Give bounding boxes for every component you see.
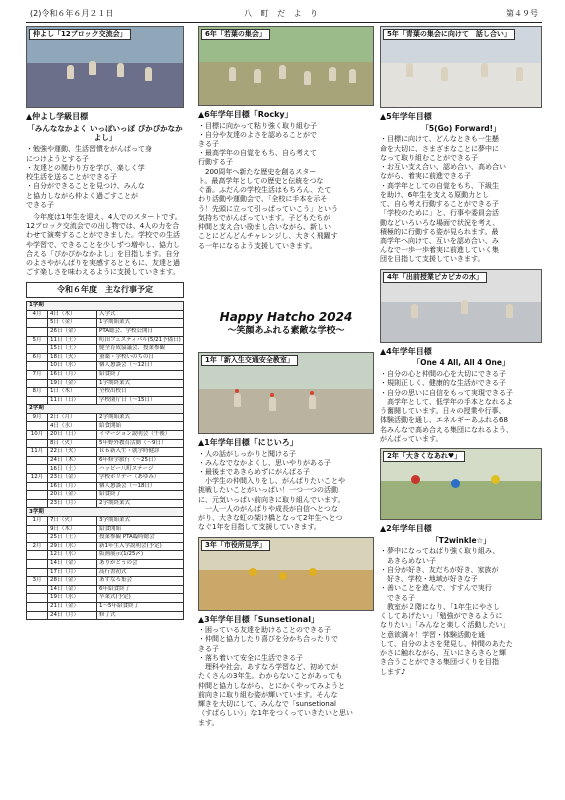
event-month bbox=[27, 594, 48, 603]
event-date: 19日（金） bbox=[48, 379, 97, 388]
photo-nakayoshi bbox=[26, 26, 184, 108]
event-name: 高行書初式 bbox=[97, 568, 184, 577]
goal-text: ・勉強や運動、生活習慣をがんばって身 につけようとする子 ・友達との関わり方を学び、楽しく学 校生活を送ることができる子 ・自分ができることを見つけ、みんな と協力しながら仲よく過ごすことが できる子 bbox=[26, 145, 152, 209]
event-row bbox=[27, 396, 184, 405]
event-name: 卒業式(予定) bbox=[97, 594, 184, 603]
event-month: 2月 bbox=[27, 542, 48, 551]
event-month: 3月 bbox=[27, 577, 48, 586]
event-date: 24日（木） bbox=[48, 456, 97, 465]
goal-motto: 「5(Go) Forward!」 bbox=[421, 123, 501, 133]
photo-grade5 bbox=[380, 26, 542, 108]
column-2 bbox=[198, 26, 374, 251]
event-name: 新1年生入学説明会(予定) bbox=[97, 542, 184, 551]
event-name: あすなろ集会 bbox=[97, 577, 184, 586]
event-date: 24日（月） bbox=[48, 611, 97, 620]
goal-text: ・自分の心と仲間の心を大切にできる子 ・規則正しく、健康的な生活ができる子 ・自分の思いに自信をもって実現できる子 高学年として、低学年の手本となれるよ う奮闘しています。日々の授業や行事、 体験活動を通し、エネルギーあふれる68 名みんなで高め合える集団になれるよう、 がんばっています。 bbox=[380, 370, 513, 443]
issue-number: 第４９号 bbox=[506, 9, 538, 18]
event-row bbox=[27, 474, 184, 483]
event-month: 7月 bbox=[27, 370, 48, 379]
event-date: 26日（金） bbox=[48, 327, 97, 336]
event-name: 1～5年給食終了 bbox=[97, 602, 184, 611]
event-row bbox=[27, 525, 184, 534]
event-month bbox=[27, 362, 48, 371]
column-2-lower bbox=[198, 352, 374, 728]
events-title: 令和６年度 主な行事予定 bbox=[26, 282, 184, 299]
event-date: 4日（木） bbox=[48, 310, 97, 319]
event-row bbox=[27, 482, 184, 491]
photo-label: 3年「市役所見学」 bbox=[201, 540, 270, 551]
goal-title: ▲2年学年目標 bbox=[380, 524, 432, 534]
event-row bbox=[27, 551, 184, 560]
photo-label: 6年「若葉の集会」 bbox=[201, 29, 270, 40]
event-name: PTA総会、学校公開日 bbox=[97, 327, 184, 336]
event-date: 29日（水） bbox=[48, 542, 97, 551]
event-name: 個人懇談会（～18日） bbox=[97, 482, 184, 491]
event-month bbox=[27, 602, 48, 611]
event-row bbox=[27, 559, 184, 568]
event-name: 1学期終業式 bbox=[97, 379, 184, 388]
event-row bbox=[27, 388, 184, 397]
event-row bbox=[27, 370, 184, 379]
event-row bbox=[27, 517, 184, 526]
event-date: 14日（金） bbox=[48, 559, 97, 568]
event-name: 6年給食終了 bbox=[97, 585, 184, 594]
event-name: 入学式 bbox=[97, 310, 184, 319]
goal-motto: 「T2winkle☆」 bbox=[431, 535, 491, 545]
event-name: 5年野外教育活動（～9日） bbox=[97, 439, 184, 448]
event-row bbox=[27, 413, 184, 422]
photo-label: 1年「新入生交通安全教室」 bbox=[201, 355, 298, 366]
event-month bbox=[27, 611, 48, 620]
event-date: 12日（水） bbox=[48, 551, 97, 560]
event-row bbox=[27, 542, 184, 551]
event-name: 6年修学旅行（～25日） bbox=[97, 456, 184, 465]
event-date: 5日（金） bbox=[48, 319, 97, 328]
newsletter-title: 八 町 だ よ り bbox=[244, 9, 322, 18]
event-month: 12月 bbox=[27, 474, 48, 483]
event-name: 給食終了 bbox=[97, 491, 184, 500]
goal-text: ・目標に向けて、どんなときも一生懸 命を大切に、さまざまなことに夢中に なって取り組むことができる子 ・お互い支え合い、認め合い、高め合い ながら、着実に前進できる子 ・高学年としての自覚をもち、下級生 を助け、6年生を支える原動力とし て、自ら考え行動することができる子 「学校のために」と、行事や委員会活 動などいろいろな場面で状況を考え、 積極的に行動する姿が見られます。最 高学年へ向けて、互いを認め合い、み んなで一歩一歩着実に前進していく集 団を目指して支援していきます。 bbox=[380, 135, 506, 264]
event-row bbox=[27, 362, 184, 371]
event-name: 修了式 bbox=[97, 611, 184, 620]
event-date: 23日（月） bbox=[48, 499, 97, 508]
event-month: 2学期 bbox=[27, 405, 184, 414]
event-month: 1学期 bbox=[27, 302, 184, 311]
event-date: 4日（水） bbox=[48, 422, 97, 431]
column-1 bbox=[26, 26, 184, 620]
goal-title: ▲仲よし学級目標 bbox=[26, 112, 89, 121]
event-month: 10月 bbox=[27, 431, 48, 440]
event-month bbox=[27, 525, 48, 534]
event-date: 20日（日） bbox=[48, 431, 97, 440]
goal-motto: 「みんななかよく いっぽいっぽ ぴかぴかなかよし」 bbox=[27, 123, 183, 143]
event-row bbox=[27, 439, 184, 448]
event-name: Ｒ６新入生・就学時健診 bbox=[97, 448, 184, 457]
goal-text: ・困っている友達を助けることのできる子 ・仲間と協力したり喜びを分かち合ったりで きる子 ・落ち着いて安全に生活できる子 理科や社会、あすなろ学習など、初めてが たくさんの3年生。わからないことがあっても 仲間と協力しながら、とにかくやってみようと 前向きに取り組む姿が輝いています。そんな 輝きを大切にして、みんなで「sunsetional （すばらしい）」な1年をつくっていきたいと思い ます。 bbox=[198, 626, 353, 727]
event-name: 給食開始 bbox=[97, 422, 184, 431]
event-date: 23日（金） bbox=[48, 474, 97, 483]
event-date: 11日（日） bbox=[48, 396, 97, 405]
event-row bbox=[27, 499, 184, 508]
column-3 bbox=[380, 26, 542, 677]
event-month bbox=[27, 585, 48, 594]
event-date: 10日（水） bbox=[48, 362, 97, 371]
event-row bbox=[27, 405, 184, 414]
event-date: 2日（月） bbox=[48, 413, 97, 422]
event-row bbox=[27, 568, 184, 577]
event-month: 11月 bbox=[27, 448, 48, 457]
event-month bbox=[27, 379, 48, 388]
event-date: 20日（金） bbox=[48, 491, 97, 500]
goal-title: ▲5年学年目標 bbox=[380, 112, 432, 121]
event-month: 5月 bbox=[27, 336, 48, 345]
body-text: 今年度は1年生を迎え、4人でのスタートです。12ブロック交流会での出し物では、4人の力を合わせて演奏することができました。学校での生活や学習で、できることを少しずつ増やし、協力し合える「ぴかぴかなかよし」を目指します。自分のよさやがんばりを実感するとともに、友達と過ごす楽しさを味わえるように支援していきます。 bbox=[26, 212, 182, 277]
event-date: 17日（月） bbox=[48, 568, 97, 577]
goal-motto: 「One 4 All, All 4 One」 bbox=[412, 358, 510, 368]
goal-text: ・夢中になってねばり強く取り組み、 あきらめない子 ・自分が好き、友だちが好き、家族が 好き、学校・地域が好きな子 ・善いことを進んで、すすんで実行 できる子 教室が２階になり、「1年生にやさし くしてあげたい」「勉強ができるように なりたい」「みんなと楽しく活動したい」 と意欲満々！学習・体験活動を通 して、自分のよさを発見し、仲間のあたた かさに触れながら、互いにきらきらと輝 き合うことができる集団づくりを目指 します♪ bbox=[380, 547, 513, 676]
event-row bbox=[27, 611, 184, 620]
page-header bbox=[26, 8, 542, 23]
event-row bbox=[27, 336, 184, 345]
event-date: 25日（土） bbox=[48, 534, 97, 543]
event-month: 4月 bbox=[27, 310, 48, 319]
banner-title: Happy Hatcho 2024 bbox=[219, 310, 353, 324]
event-row bbox=[27, 422, 184, 431]
event-name: ハッピー八町ステージ bbox=[97, 465, 184, 474]
event-month bbox=[27, 559, 48, 568]
event-row bbox=[27, 431, 184, 440]
event-name: 全校出校日 bbox=[97, 388, 184, 397]
event-date: 9日（木） bbox=[48, 525, 97, 534]
event-name: 授業参観 PTA臨時総会 bbox=[97, 534, 184, 543]
goal-title: ▲4年学年目標 bbox=[380, 346, 432, 356]
photo-grade4 bbox=[380, 269, 542, 343]
event-month bbox=[27, 422, 48, 431]
event-name: 給食終了 bbox=[97, 370, 184, 379]
photo-grade2 bbox=[380, 448, 542, 520]
photo-grade6 bbox=[198, 26, 374, 106]
event-name: 蚕桑・学校いのちの日 bbox=[97, 353, 184, 362]
event-row bbox=[27, 602, 184, 611]
event-month: 1月 bbox=[27, 517, 48, 526]
events-table bbox=[26, 301, 184, 620]
event-row bbox=[27, 465, 184, 474]
event-date: 11日（土） bbox=[48, 336, 97, 345]
goal-text: ・人の話がしっかりと聞ける子 ・みんなでなかよくし、思いやりがある子 ・最後まであきらめずにがんばる子 小学生の仲間入りをし、がんばりたいことや 挑戦したいことがいっぱい！一つ一つの活動 に、元気いっぱい前向きに取り組んでいます。 一人一人のがんばりや成長が自信へとつな がり、大きな虹の架け橋となって2年生へとつ なぐ1年を目指して支援していきます。 bbox=[198, 449, 345, 532]
event-name: 健全育成協議会、授業参観 bbox=[97, 345, 184, 354]
photo-label: 4年「出前授業ピカピカの水」 bbox=[383, 272, 487, 283]
event-month bbox=[27, 491, 48, 500]
event-row bbox=[27, 379, 184, 388]
event-name: 1学期始業式 bbox=[97, 319, 184, 328]
photo-label: 5年「青葉の集会に向けて 話し合い」 bbox=[383, 29, 515, 40]
event-date: 16日（月） bbox=[48, 482, 97, 491]
event-name: ありがとうの会 bbox=[97, 559, 184, 568]
event-month bbox=[27, 568, 48, 577]
event-name: 2学期始業式 bbox=[97, 413, 184, 422]
event-month: 3学期 bbox=[27, 508, 184, 517]
event-row bbox=[27, 302, 184, 311]
event-row bbox=[27, 534, 184, 543]
event-month bbox=[27, 534, 48, 543]
event-name: 2学期終業式 bbox=[97, 499, 184, 508]
event-date: 8日（火） bbox=[48, 439, 97, 448]
event-date: 7日（火） bbox=[48, 517, 97, 526]
event-date: 15日（土） bbox=[48, 345, 97, 354]
photo-grade3 bbox=[198, 537, 374, 611]
event-month bbox=[27, 319, 48, 328]
event-date: 16日（月） bbox=[48, 370, 97, 379]
happy-hatcho-banner bbox=[198, 310, 374, 338]
event-name: 個人懇談会（～12日） bbox=[97, 362, 184, 371]
goal-title: ▲3年学年目標「Sunsetional」 bbox=[198, 614, 319, 624]
event-row bbox=[27, 577, 184, 586]
goal-text: ・目標に向かって粘り強く取り組む子 ・自分や友達のよさを認めることがで きる子 ・最高学年の自覚をもち、自ら考えて 行動する子 200周年へ新たな歴史を創るスター ト。最高学年としての歴史と伝統をつな ぐ番。ふだんの学校生活はもちろん、たて わり活動や運動会で、「全校に手本を示そ う！先頭に立って引っぱっていこう」という 気持ちでがんばっています。子どもたちが 仲間と支え合い励まし合いながら、新しい ことにどんどんチャレンジし、大きく飛躍す る一年になるよう支援していきます。 bbox=[198, 121, 338, 250]
issue-date: (2)令和６年６月２１日 bbox=[30, 9, 114, 18]
event-row bbox=[27, 491, 184, 500]
event-row bbox=[27, 310, 184, 319]
event-row bbox=[27, 585, 184, 594]
event-date: 14日（金） bbox=[48, 585, 97, 594]
goal-title: ▲6年学年目標「Rocky」 bbox=[198, 110, 293, 119]
event-date: 22日（火） bbox=[48, 448, 97, 457]
event-row bbox=[27, 448, 184, 457]
event-name: イマージョン説明会（午後） bbox=[97, 431, 184, 440]
event-month bbox=[27, 499, 48, 508]
event-name: 学校ホリデー（あゆみ） bbox=[97, 474, 184, 483]
event-date: 18日（火） bbox=[48, 353, 97, 362]
event-month bbox=[27, 551, 48, 560]
event-row bbox=[27, 594, 184, 603]
event-name: 3学期始業式 bbox=[97, 517, 184, 526]
event-month bbox=[27, 345, 48, 354]
event-month bbox=[27, 482, 48, 491]
event-month: 8月 bbox=[27, 388, 48, 397]
event-row bbox=[27, 353, 184, 362]
event-month: 6月 bbox=[27, 353, 48, 362]
photo-label: 2年「大きくなあれ♥」 bbox=[383, 451, 465, 462]
event-date: 1日（木） bbox=[48, 388, 97, 397]
event-date: 16日（土） bbox=[48, 465, 97, 474]
event-row bbox=[27, 508, 184, 517]
event-name: 学校閉庁日（～15日） bbox=[97, 396, 184, 405]
event-row bbox=[27, 327, 184, 336]
event-name: 給食開始 bbox=[97, 525, 184, 534]
event-date: 28日（金） bbox=[48, 577, 97, 586]
photo-label: 仲よし「12ブロック交流会」 bbox=[29, 29, 131, 40]
event-row bbox=[27, 456, 184, 465]
event-name: 町田フェスティバル(5/21予備日) bbox=[97, 336, 184, 345]
event-date: 19日（水） bbox=[48, 594, 97, 603]
banner-subtitle: ～笑顔あふれる素敵な学校～ bbox=[227, 325, 345, 336]
goal-title: ▲1年学年目標「にじいろ」 bbox=[198, 438, 298, 447]
event-row bbox=[27, 319, 184, 328]
event-name: 版画展示(1/25〆) bbox=[97, 551, 184, 560]
event-month: 9月 bbox=[27, 413, 48, 422]
event-row bbox=[27, 345, 184, 354]
event-month bbox=[27, 327, 48, 336]
event-date: 21日（金） bbox=[48, 602, 97, 611]
event-month bbox=[27, 439, 48, 448]
event-month bbox=[27, 396, 48, 405]
event-month bbox=[27, 465, 48, 474]
photo-grade1 bbox=[198, 352, 374, 434]
event-month bbox=[27, 456, 48, 465]
